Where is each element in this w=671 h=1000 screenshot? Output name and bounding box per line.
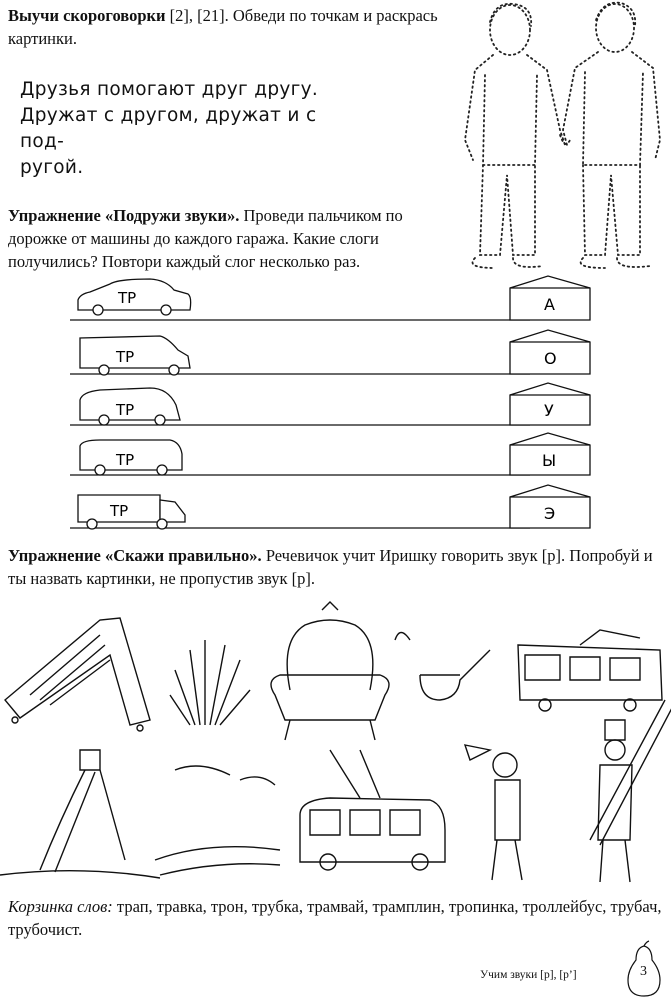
tongue-twisters xyxy=(20,77,350,181)
garage-letter: Ы xyxy=(542,451,557,470)
truck-icon xyxy=(78,495,185,529)
ramp-stairs-icon xyxy=(5,618,150,731)
exercise-1-text: Проведи пальчиком по дорожке от машины до каждого гаража. Какие слоги получились? Повтори каждый слог несколько раз. xyxy=(8,206,403,271)
tongue-twister-line: ругой. xyxy=(20,157,84,178)
car-label: ТР xyxy=(116,348,135,366)
word-basket-words: трап, травка, трон, трубка, трамвай, трамплин, тропинка, троллейбус, трубач, трубочист. xyxy=(8,897,662,939)
picture-grid xyxy=(0,600,671,890)
garage-letter: А xyxy=(544,295,555,314)
car-label: ТР xyxy=(116,401,135,419)
slide-icon xyxy=(0,750,160,878)
intro-refs: [2], [21]. xyxy=(165,6,233,25)
word-basket xyxy=(8,895,668,941)
garage-letter: О xyxy=(544,349,557,368)
intro-heading: Выучи скороговорки xyxy=(8,6,166,25)
car-label: ТР xyxy=(118,289,137,307)
page-number: 3 xyxy=(640,964,647,979)
dotted-friends-illustration xyxy=(455,0,670,280)
tongue-twister-line: Дружат с другом, дружат и с под- xyxy=(20,105,317,152)
car-label: ТР xyxy=(110,502,129,520)
garage-letter: У xyxy=(544,401,554,420)
trolleybus-icon xyxy=(300,750,445,870)
throne-icon xyxy=(271,602,389,740)
exercise-1-title: Упражнение «Подружи звуки». xyxy=(8,206,240,225)
exercise-2-text: Речевичок учит Иришку говорить звук [р]. Попробуй и ты назвать картинки, не пропустив звук [р]. xyxy=(8,546,653,588)
tram-icon xyxy=(518,630,662,711)
exercise-1-paragraph xyxy=(8,204,456,273)
car-label: ТР xyxy=(116,451,135,469)
exercise-2-paragraph xyxy=(8,544,668,590)
tongue-twister-line: Друзья помогают друг другу. xyxy=(20,79,319,100)
footer-title: Учим звуки [р], [р’] xyxy=(480,969,577,981)
van-icon xyxy=(80,336,190,375)
trumpeter-icon xyxy=(465,745,522,880)
exercise-2-title: Упражнение «Скажи правильно». xyxy=(8,546,262,565)
word-basket-label: Корзинка слов: xyxy=(8,897,113,916)
intro-text: Обведи по точкам и раскрась картинки. xyxy=(8,6,438,48)
path-icon xyxy=(155,766,280,875)
chimney-sweep-icon xyxy=(590,700,671,882)
grass-icon xyxy=(170,640,250,725)
garage-letter: Э xyxy=(544,504,556,523)
intro-paragraph xyxy=(8,4,448,50)
pipe-icon xyxy=(395,633,490,701)
cars-garages-exercise xyxy=(70,270,670,540)
